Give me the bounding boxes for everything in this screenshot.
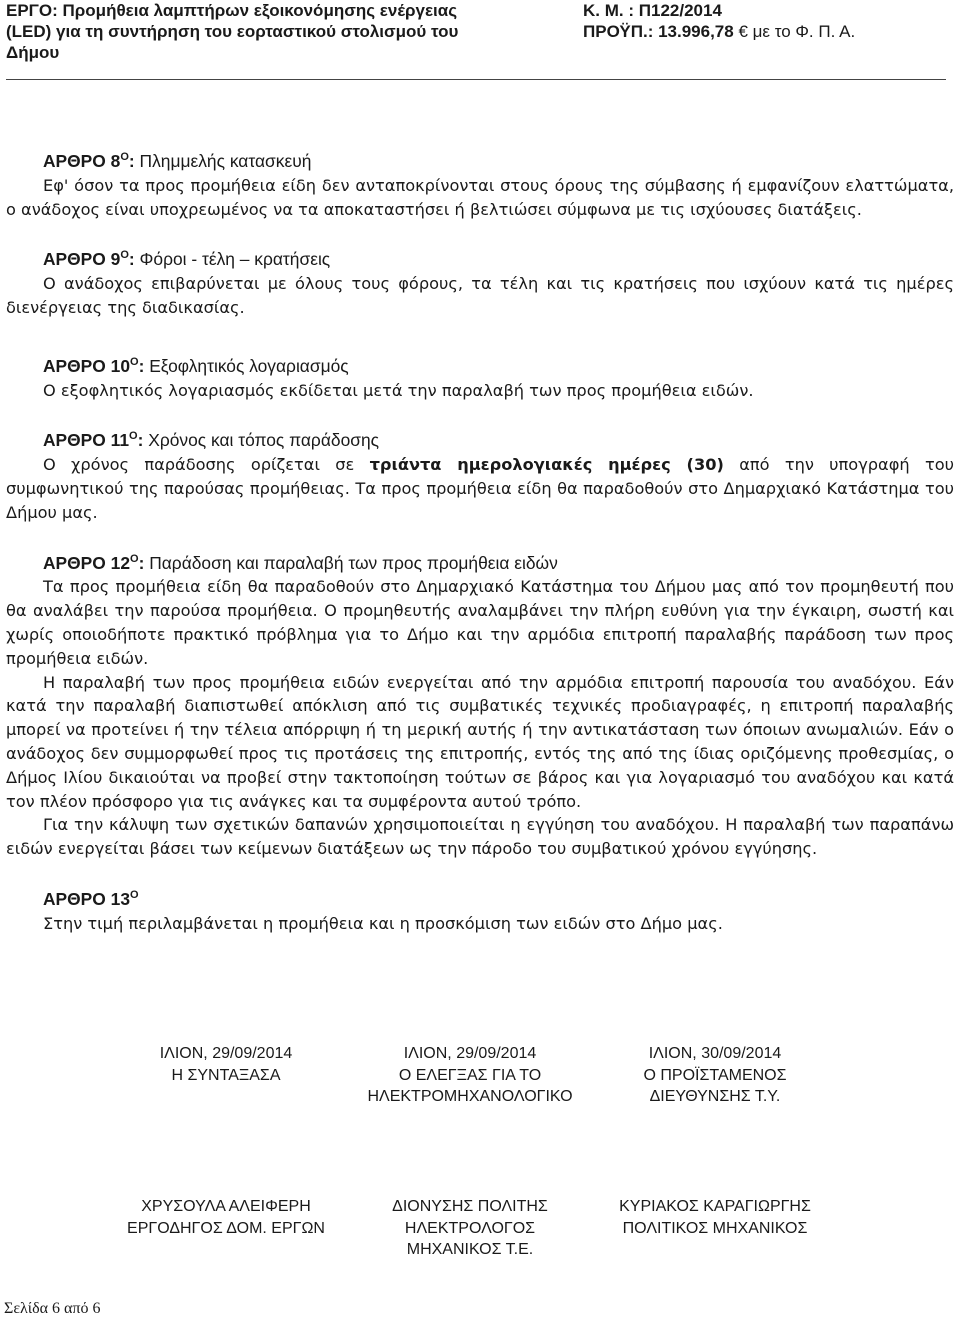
header-km-code: Κ. Μ. : Π122/2014: [583, 1, 722, 20]
header-budget-vat: € με το Φ. Π. Α.: [733, 22, 856, 41]
signature-block-author: [116, 1043, 336, 1086]
article-9-heading: ΑΡΘΡΟ 9: [43, 249, 121, 270]
article-13-body: Στην τιμή περιλαμβάνεται η προμήθεια και η προσκόμιση των ειδών στο Δήμο μας.: [43, 913, 723, 933]
signatory-name: ΚΥΡΙΑΚΟΣ ΚΑΡΑΓΙΩΡΓΗΣ: [619, 1198, 811, 1215]
article-9: [6, 248, 954, 319]
header-title-line-1: ΕΡΓΟ: Προμήθεια λαμπτήρων εξοικονόμησης ενέργειας: [6, 1, 458, 20]
signature-role-line-2: ΔΙΕΥΘΥΝΣΗΣ Τ.Υ.: [649, 1088, 781, 1105]
signatory-title: ΗΛΕΚΤΡΟΛΟΓΟΣ: [404, 1219, 536, 1237]
article-10-subject: Εξοφλητικός λογαριασμός: [144, 355, 349, 376]
signatory-director: [590, 1196, 840, 1239]
article-13-title: [6, 888, 954, 912]
article-9-title: ΑΡΘΡΟ $9^O$: Φόροι - τέλη – κρατήσεις: [43, 249, 331, 270]
article-12: [6, 552, 954, 861]
article-9-body: Ο ανάδοχος επιβαρύνεται με όλους τους φόρους, τα τέλη και τις κρατήσεις που ισχύουν κατά τις ημέρες διενέργειας της διαδικασίας.: [6, 274, 954, 317]
article-12-paragraph-2: Η παραλαβή των προς προμήθεια ειδών ενεργείται από την αρμόδια επιτροπή παρουσία του αναδόχου. Εάν κατά την παραλαβή διαπιστωθεί απόκλιση από τις συμβατικές τεχνικές προδιαγραφές, η επιτροπή παραλαβής μπορεί να προτείνει ή την τέλεια απόρριψη ή τη μερική αυτής ή την αντικατάσταση των όποιων ανωμαλιών. Εάν ο ανάδοχος δεν συμμορφωθεί προς τις προτάσεις της επιτροπής, εντός της από της ίδιας οριζόμενης προθεσμίας, ο Δήμος Ιλίου δικαιούται να προβεί στην τακτοποίηση τούτων σε βάρος και για λογαριασμό του αναδόχου και κατά τον πλέον πρόσφορο για τις ανάγκες και τα συμφέροντα αυτού τρόπο.: [6, 672, 954, 811]
signature-role: Η ΣΥΝΤΑΞΑΣΑ: [171, 1066, 281, 1084]
article-11-subject: Χρόνος και τόπος παράδοσης: [143, 430, 380, 451]
header-budget: [583, 21, 953, 42]
article-11-heading: ΑΡΘΡΟ 11: [43, 430, 130, 451]
header-budget-amount: ΠΡΟΫΠ.: 13.996,78: [583, 22, 734, 41]
signature-date: ΙΛΙΟΝ, 30/09/2014: [648, 1045, 782, 1062]
article-8: [6, 150, 954, 221]
page-number: Σελίδα 6 από 6: [4, 1300, 101, 1317]
signatory-title-line-2: ΜΗΧΑΝΙΚΟΣ Τ.Ε.: [406, 1241, 534, 1258]
article-12-subject: Παράδοση και παραλαβή των προς προμήθεια ειδών: [144, 552, 558, 573]
document-header-meta: [583, 0, 953, 42]
article-13-heading: ΑΡΘΡΟ 13: [43, 888, 130, 909]
article-11: [6, 429, 954, 524]
article-8-ordinal: Ο: [120, 151, 129, 163]
signatory-name: ΧΡΥΣΟΥΛΑ ΑΛΕΙΦΕΡΗ: [141, 1198, 311, 1215]
header-title-line-3: Δήμου: [6, 43, 60, 62]
signature-role-line-2: ΗΛΕΚΤΡΟΜΗΧΑΝΟΛΟΓΙΚΟ: [367, 1088, 573, 1105]
signature-date: ΙΛΙΟΝ, 29/09/2014: [159, 1045, 293, 1062]
signature-role: Ο ΕΛΕΓΞΑΣ ΓΙΑ ΤΟ: [398, 1066, 542, 1084]
article-9-subject: Φόροι - τέλη – κρατήσεις: [134, 249, 331, 270]
header-title-line-2: (LED) για τη συντήρηση του εορταστικού στολισμού του: [6, 22, 459, 41]
article-12-heading: ΑΡΘΡΟ 12: [43, 552, 130, 573]
article-12-paragraph-3: Για την κάλυψη των σχετικών δαπανών χρησιμοποιείται η εγγύηση του αναδόχου. Η παραλαβή των παραπάνω ειδών ενεργείται βάσει των κείμενων διατάξεων ως την πάροδο του συμβατικού χρόνου εγγύησης.: [6, 815, 954, 859]
signature-role: Ο ΠΡΟΪΣΤΑΜΕΝΟΣ: [643, 1066, 787, 1084]
article-12-ordinal: Ο: [130, 552, 139, 565]
article-10-title: ΑΡΘΡΟ $10^O$: Εξοφλητικός λογαριασμός: [43, 355, 349, 376]
signatory-name: ΔΙΟΝΥΣΗΣ ΠΟΛΙΤΗΣ: [392, 1198, 548, 1215]
signature-block-director: [605, 1043, 825, 1108]
article-13-ordinal: Ο: [130, 888, 139, 901]
signatory-author: [100, 1196, 352, 1239]
document-body: [6, 150, 954, 936]
signature-block-checker: [345, 1043, 595, 1108]
article-8-subject: Πλημμελής κατασκευή: [134, 151, 312, 171]
article-11-title: ΑΡΘΡΟ $11^O$: Χρόνος και τόπος παράδοσης: [43, 430, 380, 451]
signatory-checker: [345, 1196, 595, 1261]
article-8-body: Εφ' όσον τα προς προμήθεια είδη δεν ανταποκρίνονται στους όρους της σύμβασης ή εμφανίζουν ελαττώματα, ο ανάδοχος είναι υποχρεωμένος να τα αποκαταστήσει ή βελτιώσει σύμφωνα με τις ισχύουσες διατάξεις.: [6, 175, 954, 219]
article-8-heading: ΑΡΘΡΟ 8: [43, 151, 121, 171]
signatory-title: ΕΡΓΟΔΗΓΟΣ ΔΟΜ. ΕΡΓΩΝ: [127, 1219, 325, 1237]
article-12-title: ΑΡΘΡΟ $12^O$: Παράδοση και παραλαβή των προς προμήθεια ειδών: [43, 552, 558, 573]
article-10: [6, 355, 954, 403]
article-13: [6, 888, 954, 936]
delivery-deadline: τριάντα ημερολογιακές ημέρες (30): [369, 455, 724, 475]
article-10-ordinal: Ο: [130, 355, 139, 368]
signature-date: ΙΛΙΟΝ, 29/09/2014: [403, 1045, 537, 1062]
header-divider: [6, 79, 946, 80]
article-10-heading: ΑΡΘΡΟ 10: [43, 355, 130, 376]
article-12-paragraph-1: Τα προς προμήθεια είδη θα παραδοθούν στο Δημαρχιακό Κατάστημα του Δήμου μας από τον προμηθευτή που θα αναλάβει την παρούσα προμήθεια. Ο προμηθευτής αναλαμβάνει την πλήρη ευθύνη για την έγκαιρη, σωστή και χωρίς οποιοδήποτε πρακτικό πρόβλημα για το Δήμο και την αρμόδια επιτροπή παραλαβής παράδοση των προς προμήθεια ειδών.: [6, 577, 954, 668]
article-8-title: ΑΡΘΡΟ $8^O$: Πλημμελής κατασκευή: [43, 151, 312, 171]
article-9-ordinal: Ο: [120, 249, 129, 262]
signatory-title: ΠΟΛΙΤΙΚΟΣ ΜΗΧΑΝΙΚΟΣ: [622, 1219, 808, 1237]
document-header-title: [6, 0, 566, 63]
article-11-ordinal: Ο: [129, 430, 138, 443]
article-11-body: Ο χρόνος παράδοσης ορίζεται σε τριάντα ημερολογιακές ημέρες (30) από την υπογραφή του συμφωνητικού της παρούσας προμήθειας. Τα προς προμήθεια είδη θα παραδοθούν στο Δημαρχιακό Κατάστημα του Δήμου μας.: [6, 455, 954, 522]
article-10-body: Ο εξοφλητικός λογαριασμός εκδίδεται μετά την παραλαβή των προς προμήθεια ειδών.: [43, 380, 754, 400]
